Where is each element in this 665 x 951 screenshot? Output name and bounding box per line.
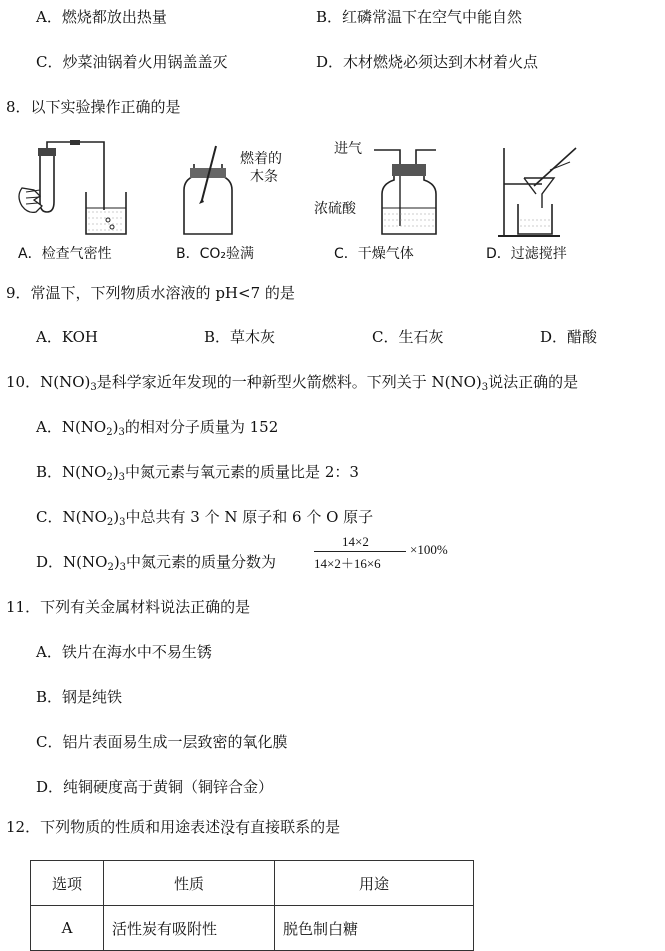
cell-use: 脱色制白糖 <box>275 906 474 951</box>
q12-stem: 12．下列物质的性质和用途表述没有直接联系的是 <box>6 818 341 836</box>
q10-option-b: B．$N(NO_2)_3$中氮元素与氧元素的质量比是 2：3 <box>36 463 359 483</box>
mass-fraction-formula <box>314 534 484 574</box>
q11-stem: 11．下列有关金属材料说法正确的是 <box>6 598 251 616</box>
label-conc-sulfuric-acid: 浓硫酸 <box>314 201 356 217</box>
q7-option-b: B．红磷常温下在空气中能自然 <box>316 8 523 26</box>
q9-option-c: C．生石灰 <box>372 328 444 346</box>
q7-option-c: C．炒菜油锅着火用锅盖盖灭 <box>36 53 228 71</box>
figure-airtightness-check <box>14 140 144 240</box>
table-row <box>31 906 474 951</box>
fraction-numerator: 14×2 <box>342 534 369 549</box>
figure-filtration <box>490 140 590 240</box>
label-burning: 燃着的 <box>240 151 282 167</box>
q11-option-b: B．钢是纯铁 <box>36 688 123 706</box>
q12-table <box>30 860 474 951</box>
q10-stem: 10．$N(NO)_3$是科学家近年发现的一种新型火箭燃料。下列关于 $N(NO)_3$说法正确的是 <box>6 373 579 393</box>
label-stick: 木条 <box>250 169 278 185</box>
fraction-bar <box>314 551 406 552</box>
fraction-multiplier: ×100% <box>410 542 448 557</box>
q11-option-a: A．铁片在海水中不易生锈 <box>36 643 212 661</box>
q8-caption-b: B．CO₂验满 <box>176 246 255 262</box>
q8-caption-c: C．干燥气体 <box>334 246 414 262</box>
q8-caption-d: D．过滤搅拌 <box>486 246 567 262</box>
q9-option-a: A．KOH <box>36 328 99 346</box>
q8-caption-a: A．检查气密性 <box>18 246 112 262</box>
q8-stem: 8．以下实验操作正确的是 <box>6 98 181 116</box>
q10-option-a: A．$N(NO_2)_3$的相对分子质量为 152 <box>36 418 279 438</box>
emphasis-char: 有 <box>235 818 251 836</box>
emphasis-char: 没 <box>220 818 236 836</box>
q11-option-d: D．纯铜硬度高于黄铜（铜锌合金） <box>36 778 274 796</box>
q10-option-d: D．$N(NO_2)_3$中氮元素的质量分数为 <box>36 553 277 573</box>
header-use: 用途 <box>275 861 474 906</box>
table-header-row <box>31 861 474 906</box>
header-property: 性质 <box>104 861 275 906</box>
q7-option-a: A．燃烧都放出热量 <box>36 8 167 26</box>
figure-gas-drying <box>364 140 444 240</box>
figure-co2-full-check <box>180 140 240 240</box>
label-inlet: 进气 <box>334 141 362 157</box>
q9-option-d: D．醋酸 <box>540 328 598 346</box>
q10-option-c: C．$N(NO_2)_3$中总共有 3 个 N 原子和 6 个 O 原子 <box>36 508 374 528</box>
cell-option: A <box>31 906 104 951</box>
q9-option-b: B．草木灰 <box>204 328 276 346</box>
header-option: 选项 <box>31 861 104 906</box>
q7-option-d: D．木材燃烧必须达到木材着火点 <box>316 53 539 71</box>
q11-option-c: C．铝片表面易生成一层致密的氧化膜 <box>36 733 288 751</box>
q9-stem: 9．常温下，下列物质水溶液的 pH<7 的是 <box>6 284 295 302</box>
fraction-denominator: 14×2＋16×6 <box>314 556 381 571</box>
cell-property: 活性炭有吸附性 <box>104 906 275 951</box>
